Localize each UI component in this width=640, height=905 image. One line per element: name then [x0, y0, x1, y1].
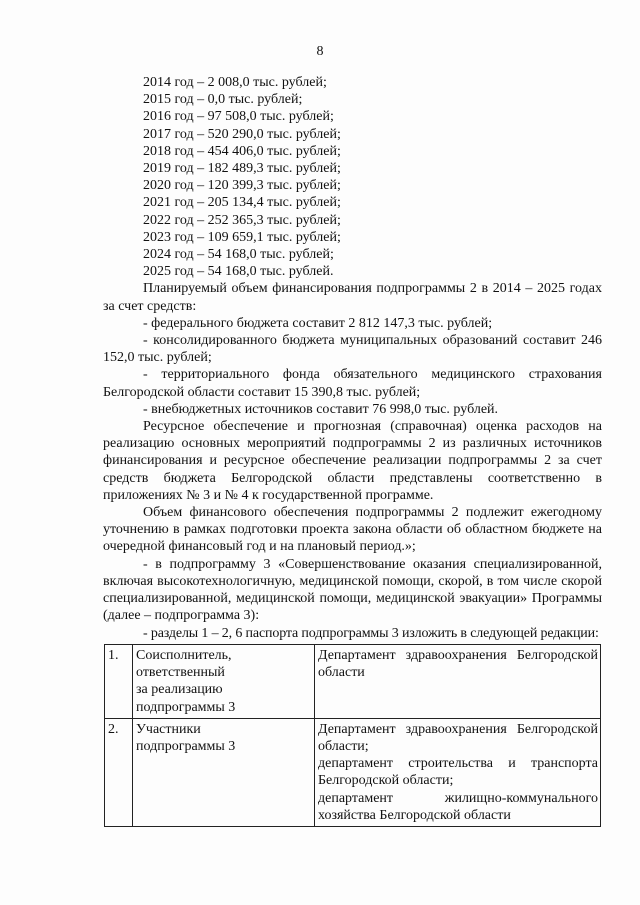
table-row	[105, 645, 601, 719]
federal-budget-item: - федерального бюджета составит 2 812 147,3 тыс. рублей;	[143, 315, 493, 331]
page-number: 8	[316, 44, 324, 59]
table-row	[105, 718, 601, 826]
row-label-cell	[133, 645, 315, 719]
passport-table	[104, 644, 601, 827]
year-funding-line: 2022 год – 252 365,3 тыс. рублей;	[143, 212, 341, 228]
row-value-cell	[315, 645, 601, 719]
year-funding-line: 2017 год – 520 290,0 тыс. рублей;	[143, 126, 341, 142]
row-value-line: департамент жилищно-коммунального хозяйства Белгородской области	[318, 790, 598, 823]
row-value-line: Департамент здравоохранения Белгородской области	[318, 648, 598, 681]
year-funding-line: 2025 год – 54 168,0 тыс. рублей.	[143, 264, 334, 280]
row-number: 2.	[105, 718, 133, 826]
year-funding-line: 2016 год – 97 508,0 тыс. рублей;	[143, 109, 334, 125]
municipal-budget-item: - консолидированного бюджета муниципальных образований составит 246 152,0 тыс. рублей;	[103, 333, 602, 366]
sections-paragraph: - разделы 1 – 2, 6 паспорта подпрограммы 3 изложить в следующей редакции:	[143, 625, 599, 641]
year-funding-line: 2015 год – 0,0 тыс. рублей;	[143, 92, 303, 108]
row-label-line: Участники	[136, 721, 201, 737]
year-funding-line: 2024 год – 54 168,0 тыс. рублей;	[143, 247, 334, 263]
year-funding-line: 2021 год – 205 134,4 тыс. рублей;	[143, 195, 341, 211]
year-funding-line: 2014 год – 2 008,0 тыс. рублей;	[143, 75, 327, 90]
yearly-funding-list	[143, 74, 602, 280]
row-label-line: Соисполнитель,	[136, 648, 232, 663]
year-funding-line: 2020 год – 120 399,3 тыс. рублей;	[143, 178, 341, 194]
annual-update-paragraph: Объем финансового обеспечения подпрограммы 2 подлежит ежегодному уточнению в рамках подготовки проекта закона области об областном бюджете на очередной финансовый год и на плановый период.»;	[103, 505, 602, 555]
planned-volume-paragraph: Планируемый объем финансирования подпрограммы 2 в 2014 – 2025 годах за счет средств:	[103, 281, 602, 314]
row-label-line: подпрограммы 3	[136, 739, 236, 755]
row-label-line: подпрограммы 3	[136, 699, 236, 715]
row-label-line: ответственный	[136, 665, 225, 681]
year-funding-line: 2018 год – 454 406,0 тыс. рублей;	[143, 143, 341, 159]
document-body	[103, 74, 602, 642]
row-value-cell	[315, 718, 601, 826]
territorial-fund-item: - территориального фонда обязательного медицинского страхования Белгородской области составит 15 390,8 тыс. рублей;	[103, 367, 602, 400]
row-label-line: за реализацию	[136, 682, 223, 698]
extrabudgetary-item: - внебюджетных источников составит 76 998,0 тыс. рублей.	[143, 401, 499, 417]
row-label-cell	[133, 718, 315, 826]
row-value-line: департамент строительства и транспорта Белгородской области;	[318, 756, 598, 789]
row-value-line: Департамент здравоохранения Белгородской области;	[318, 721, 598, 755]
subprogram3-paragraph: - в подпрограмму 3 «Совершенствование оказания специализированной, включая высокотехнологичную, медицинской помощи, скорой, в том числе скорой специализированной, медицинской помощи, медицинской эвакуации» Программы (далее – подпрограмма 3):	[103, 556, 602, 624]
year-funding-line: 2023 год – 109 659,1 тыс. рублей;	[143, 229, 341, 245]
year-funding-line: 2019 год – 182 489,3 тыс. рублей;	[143, 161, 341, 177]
row-number: 1.	[105, 645, 133, 719]
resource-support-paragraph: Ресурсное обеспечение и прогнозная (справочная) оценка расходов на реализацию основных мероприятий подпрограммы 2 из различных источников финансирования и ресурсное обеспечение реализации подпрограммы 2 за счет средств бюджета Белгородской области представлены соответственно в приложениях № 3 и № 4 к государственной программе.	[103, 419, 602, 503]
